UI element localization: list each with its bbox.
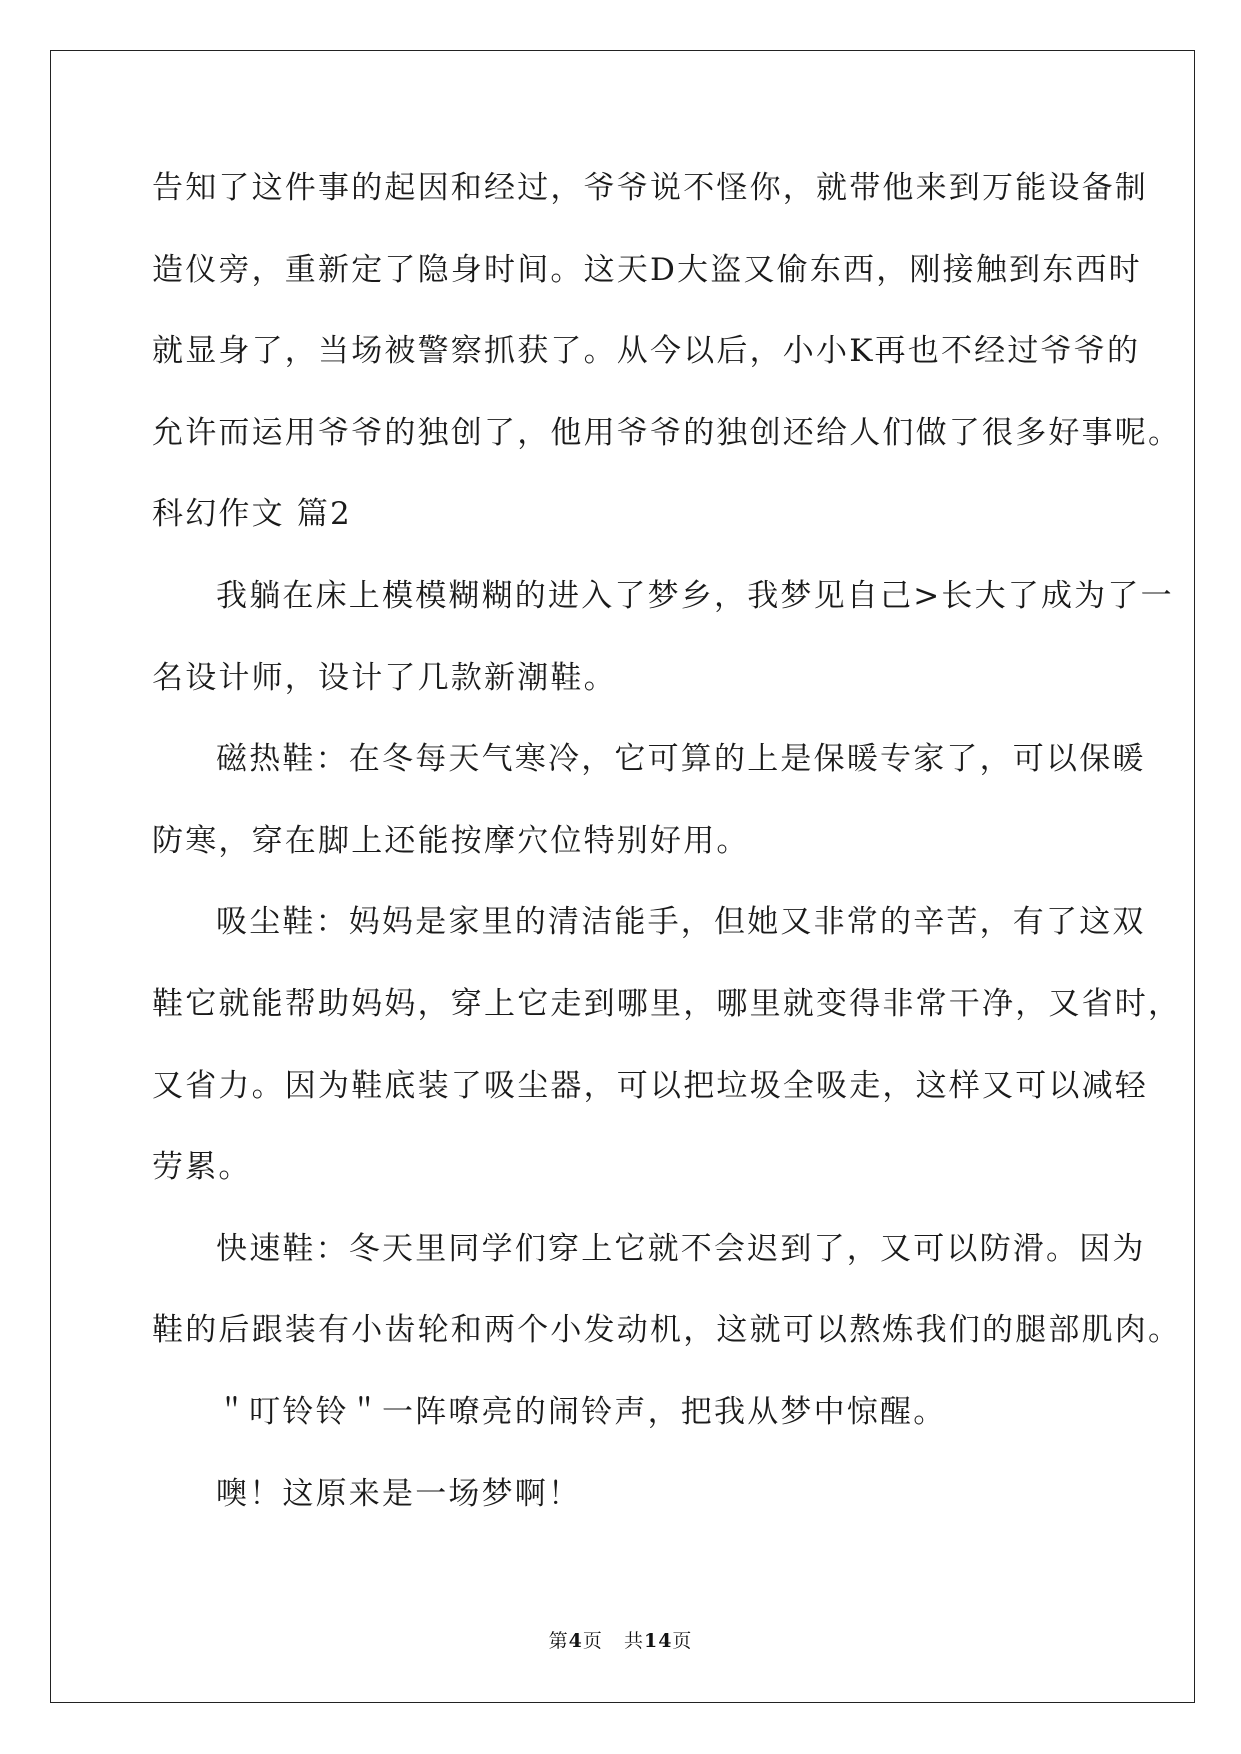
text-line: 名设计师，设计了几款新潮鞋。: [152, 659, 617, 696]
text-line: 磁热鞋：在冬每天气寒冷，它可算的上是保暖专家了，可以保暖: [216, 741, 1146, 778]
text-line: 噢！这原来是一场梦啊！: [216, 1475, 582, 1512]
text-line: 又省力。因为鞋底装了吸尘器，可以把垃圾全吸走，这样又可以减轻: [152, 1067, 1148, 1104]
text-line: 鞋的后跟装有小齿轮和两个小发动机，这就可以熬炼我们的腿部肌肉。: [152, 1312, 1182, 1349]
page-footer: [0, 1626, 1241, 1653]
text-line: 吸尘鞋：妈妈是家里的清洁能手，但她又非常的辛苦，有了这双: [216, 904, 1146, 941]
text-line: ＂叮铃铃＂一阵嘹亮的闹铃声，把我从梦中惊醒。: [216, 1393, 947, 1430]
total-pages: 14: [643, 1630, 673, 1652]
page-number: 4: [568, 1630, 583, 1652]
text-line: 告知了这件事的起因和经过，爷爷说不怪你，就带他来到万能设备制: [152, 170, 1148, 206]
section-heading: 科幻作文 篇2: [152, 496, 352, 533]
footer-total-suffix: 页: [672, 1630, 693, 1652]
text-line: 允许而运用爷爷的独创了，他用爷爷的独创还给人们做了很多好事呢。: [152, 414, 1182, 451]
text-line: 快速鞋：冬天里同学们穿上它就不会迟到了，又可以防滑。因为: [216, 1230, 1146, 1267]
document-body: [152, 160, 1182, 1547]
footer-page-suffix: 页: [582, 1630, 603, 1652]
footer-total-prefix: 共: [623, 1630, 644, 1652]
text-line: 防寒，穿在脚上还能按摩穴位特别好用。: [152, 822, 750, 859]
text-line: 就显身了，当场被警察抓获了。从今以后，小小K再也不经过爷爷的: [152, 333, 1141, 370]
text-line: 造仪旁，重新定了隐身时间。这天D大盗又偷东西，刚接触到东西时: [152, 251, 1142, 288]
footer-prefix: 第: [548, 1630, 569, 1652]
text-line: 鞋它就能帮助妈妈，穿上它走到哪里，哪里就变得非常干净，又省时，: [152, 985, 1182, 1022]
text-line: 我躺在床上模模糊糊的进入了梦乡，我梦见自己>长大了成为了一: [216, 577, 1174, 614]
text-line: 劳累。: [152, 1149, 252, 1186]
